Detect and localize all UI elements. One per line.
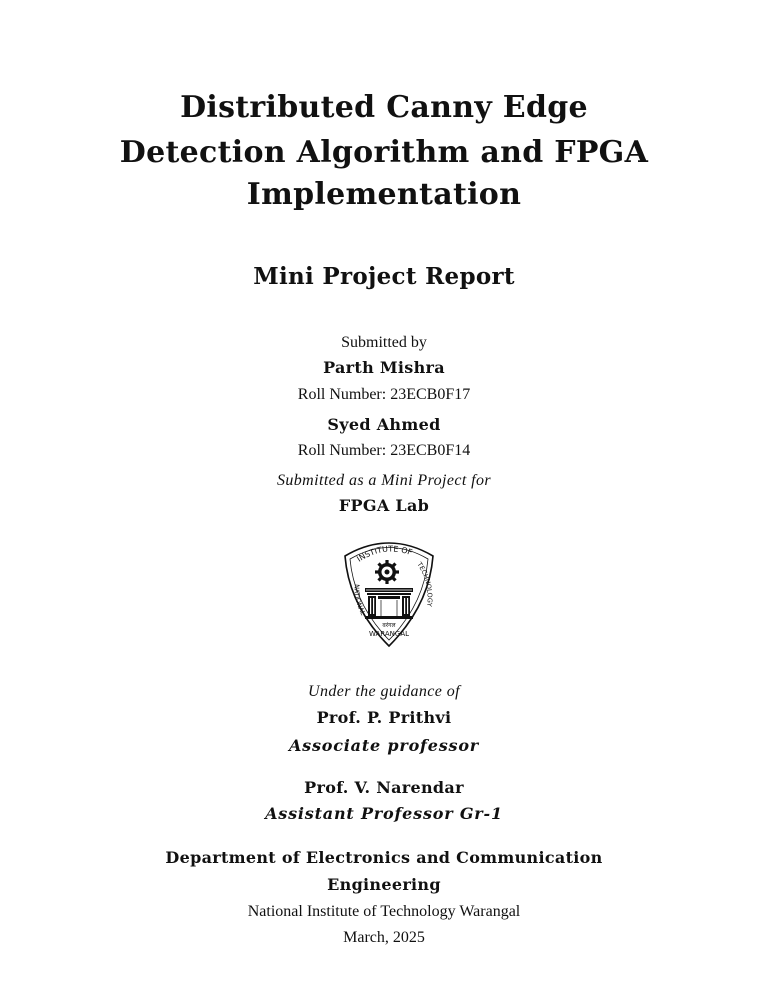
title-line-3: Implementation bbox=[246, 177, 522, 212]
department-line-1: Department of Electronics and Communication bbox=[165, 848, 603, 867]
institute-seal-icon bbox=[337, 536, 441, 650]
author-roll-1: Roll Number: 23ECB0F17 bbox=[297, 386, 471, 403]
institute-name: National Institute of Technology Warangal bbox=[247, 903, 521, 920]
guide-designation-2: Assistant Professor Gr-1 bbox=[265, 804, 503, 823]
submitted-as-label: Submitted as a Mini Project for bbox=[276, 472, 491, 489]
author-name-1: Parth Mishra bbox=[323, 358, 445, 377]
title-line-1: Distributed Canny Edge bbox=[180, 90, 588, 125]
department-line-2: Engineering bbox=[327, 875, 441, 894]
logo-text-left: NATIONAL bbox=[352, 583, 368, 617]
author-name-2: Syed Ahmed bbox=[327, 415, 441, 434]
author-roll-2: Roll Number: 23ECB0F14 bbox=[297, 442, 471, 459]
guide-name-1: Prof. P. Prithvi bbox=[316, 708, 452, 727]
report-type: Mini Project Report bbox=[253, 263, 515, 290]
report-date: March, 2025 bbox=[343, 929, 425, 946]
title-line-2: Detection Algorithm and FPGA bbox=[119, 135, 649, 170]
logo-text-right: TECHNOLOGY bbox=[415, 560, 434, 608]
submitted-by-label: Submitted by bbox=[341, 334, 427, 351]
guide-designation-1: Associate professor bbox=[288, 736, 480, 755]
guidance-label: Under the guidance of bbox=[308, 683, 460, 700]
logo-text-bottom: WARANGAL bbox=[368, 630, 410, 638]
logo-text-hindi: वरंगल bbox=[382, 622, 396, 629]
course-name: FPGA Lab bbox=[338, 496, 430, 515]
institute-logo bbox=[337, 536, 441, 650]
guide-name-2: Prof. V. Narendar bbox=[304, 778, 464, 797]
logo-text-top: INSTITUTE OF bbox=[355, 544, 414, 564]
